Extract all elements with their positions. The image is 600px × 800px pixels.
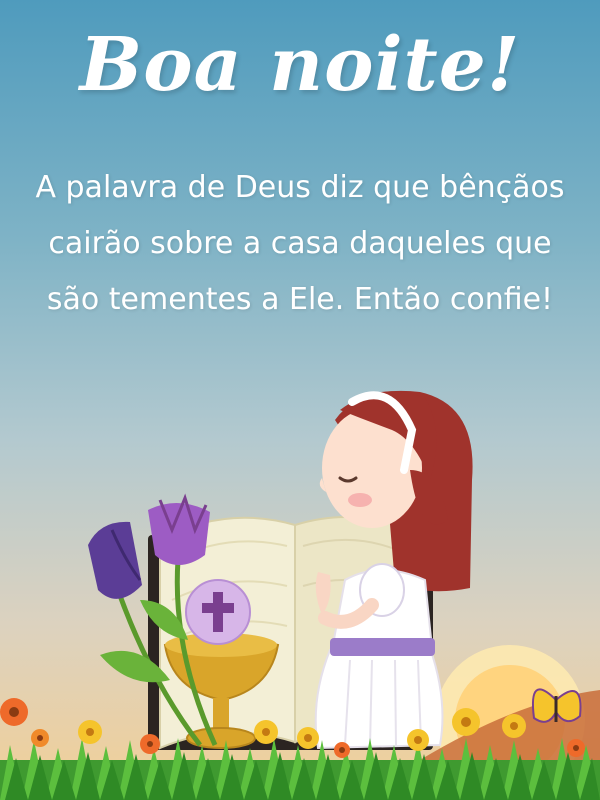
orange-flower-icon [567, 739, 585, 757]
message-line-2: cairão sobre a casa daqueles que [48, 226, 552, 261]
yellow-flower-icon [297, 727, 319, 749]
yellow-flower-icon [407, 729, 429, 751]
orange-flower-icon [334, 742, 350, 758]
yellow-flower-icon [502, 714, 526, 738]
yellow-flower-icon [254, 720, 278, 744]
card-title: Boa noite! [79, 22, 521, 108]
message-line-3: são tementes a Ele. Então confie! [46, 282, 554, 317]
orange-flower-icon [31, 729, 49, 747]
message-line-1: A palavra de Deus diz que bênçãos [35, 170, 565, 205]
yellow-flower-icon [78, 720, 102, 744]
card-message [20, 160, 580, 328]
orange-flower-icon [0, 698, 28, 726]
orange-flower-icon [140, 734, 160, 754]
yellow-flower-icon [452, 708, 480, 736]
girl-sash [330, 638, 435, 656]
